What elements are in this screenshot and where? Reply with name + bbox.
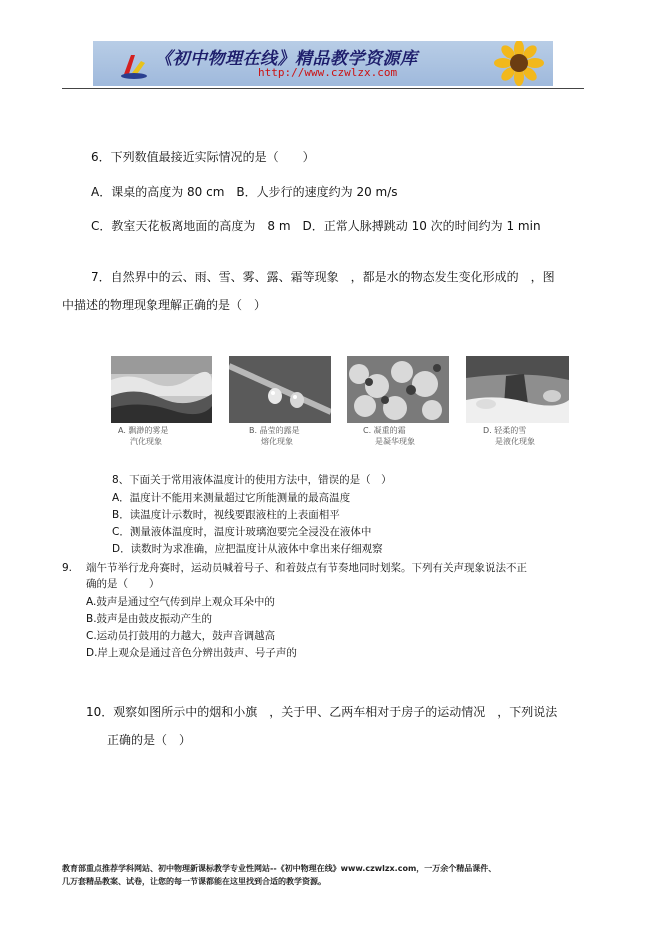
q6-stem: 6．下列数值最接近实际情况的是（ ）	[91, 150, 315, 164]
q9-option-c: C.运动员打鼓用的力越大，鼓声音调越高	[86, 630, 276, 642]
photo-frost	[347, 356, 449, 423]
sunflower-icon	[491, 41, 547, 86]
header-banner	[93, 41, 553, 86]
photo-fog	[111, 356, 212, 423]
caption-a: A. 飘渺的雾是 汽化现象	[118, 426, 169, 446]
q8-option-a: A．温度计不能用来测量超过它所能测量的最高温度	[112, 492, 351, 504]
page-footer	[62, 862, 496, 888]
q9-option-a: A.鼓声是通过空气传到岸上观众耳朵中的	[86, 596, 275, 608]
q8-option-c: C．测量液体温度时，温度计玻璃泡要完全浸没在液体中	[112, 526, 372, 538]
banner-title: 《初中物理在线》精品教学资源库	[155, 49, 418, 69]
q7-stem-line1: 7．自然界中的云、雨、雪、雾、露、霜等现象 ，都是水的物态发生变化形成的 ，图	[91, 270, 555, 284]
q8-option-b: B．读温度计示数时，视线要跟液柱的上表面相平	[112, 509, 340, 521]
footer-line1: 教育部重点推荐学科网站、初中物理新课标教学专业性网站--《初中物理在线》www.czwlzx.com，一万余个精品课件、	[62, 864, 497, 873]
caption-c: C. 凝重的霜 是凝华现象	[363, 426, 415, 446]
caption-d: D. 轻柔的雪 是液化现象	[483, 426, 535, 446]
q6-options-ab: A．课桌的高度为 80 cm B．人步行的速度约为 20 m/s	[91, 185, 398, 199]
header-rule	[62, 88, 584, 89]
q9-number: 9.	[62, 562, 73, 574]
q6-options-cd: C．教室天花板离地面的高度为 8 m D．正常人脉搏跳动 10 次的时间约为 1 min	[91, 219, 541, 233]
q7-stem-line2: 中描述的物理现象理解正确的是（ ）	[62, 298, 267, 312]
q9-option-b: B.鼓声是由鼓皮振动产生的	[86, 613, 213, 625]
q8-option-d: D．读数时为求准确，应把温度计从液体中拿出来仔细观察	[112, 543, 383, 555]
q8-stem: 8、下面关于常用液体温度计的使用方法中，错误的是（ ）	[112, 474, 392, 486]
photo-snow	[466, 356, 569, 423]
q9-option-d: D.岸上观众是通过音色分辨出鼓声、号子声的	[86, 647, 297, 659]
footer-line2: 几万套精品教案、试卷，让您的每一节课都能在这里找到合适的教学资源。	[62, 877, 326, 886]
q9-stem-line2: 确的是（ ）	[86, 578, 160, 590]
banner-url: http://www.czwlzx.com	[258, 66, 398, 79]
site-logo-icon	[119, 51, 149, 79]
q9-stem-line1: 端午节举行龙舟赛时，运动员喊着号子、和着鼓点有节奏地同时划桨。下列有关声现象说法不正	[86, 562, 527, 574]
photo-dew	[229, 356, 331, 423]
q10-stem-line2: 正确的是（ ）	[107, 733, 192, 747]
caption-b: B. 晶莹的露是 熔化现象	[249, 426, 300, 446]
q10-stem-line1: 10．观察如图所示中的烟和小旗 ，关于甲、乙两车相对于房子的运动情况 ，下列说法	[86, 705, 558, 719]
